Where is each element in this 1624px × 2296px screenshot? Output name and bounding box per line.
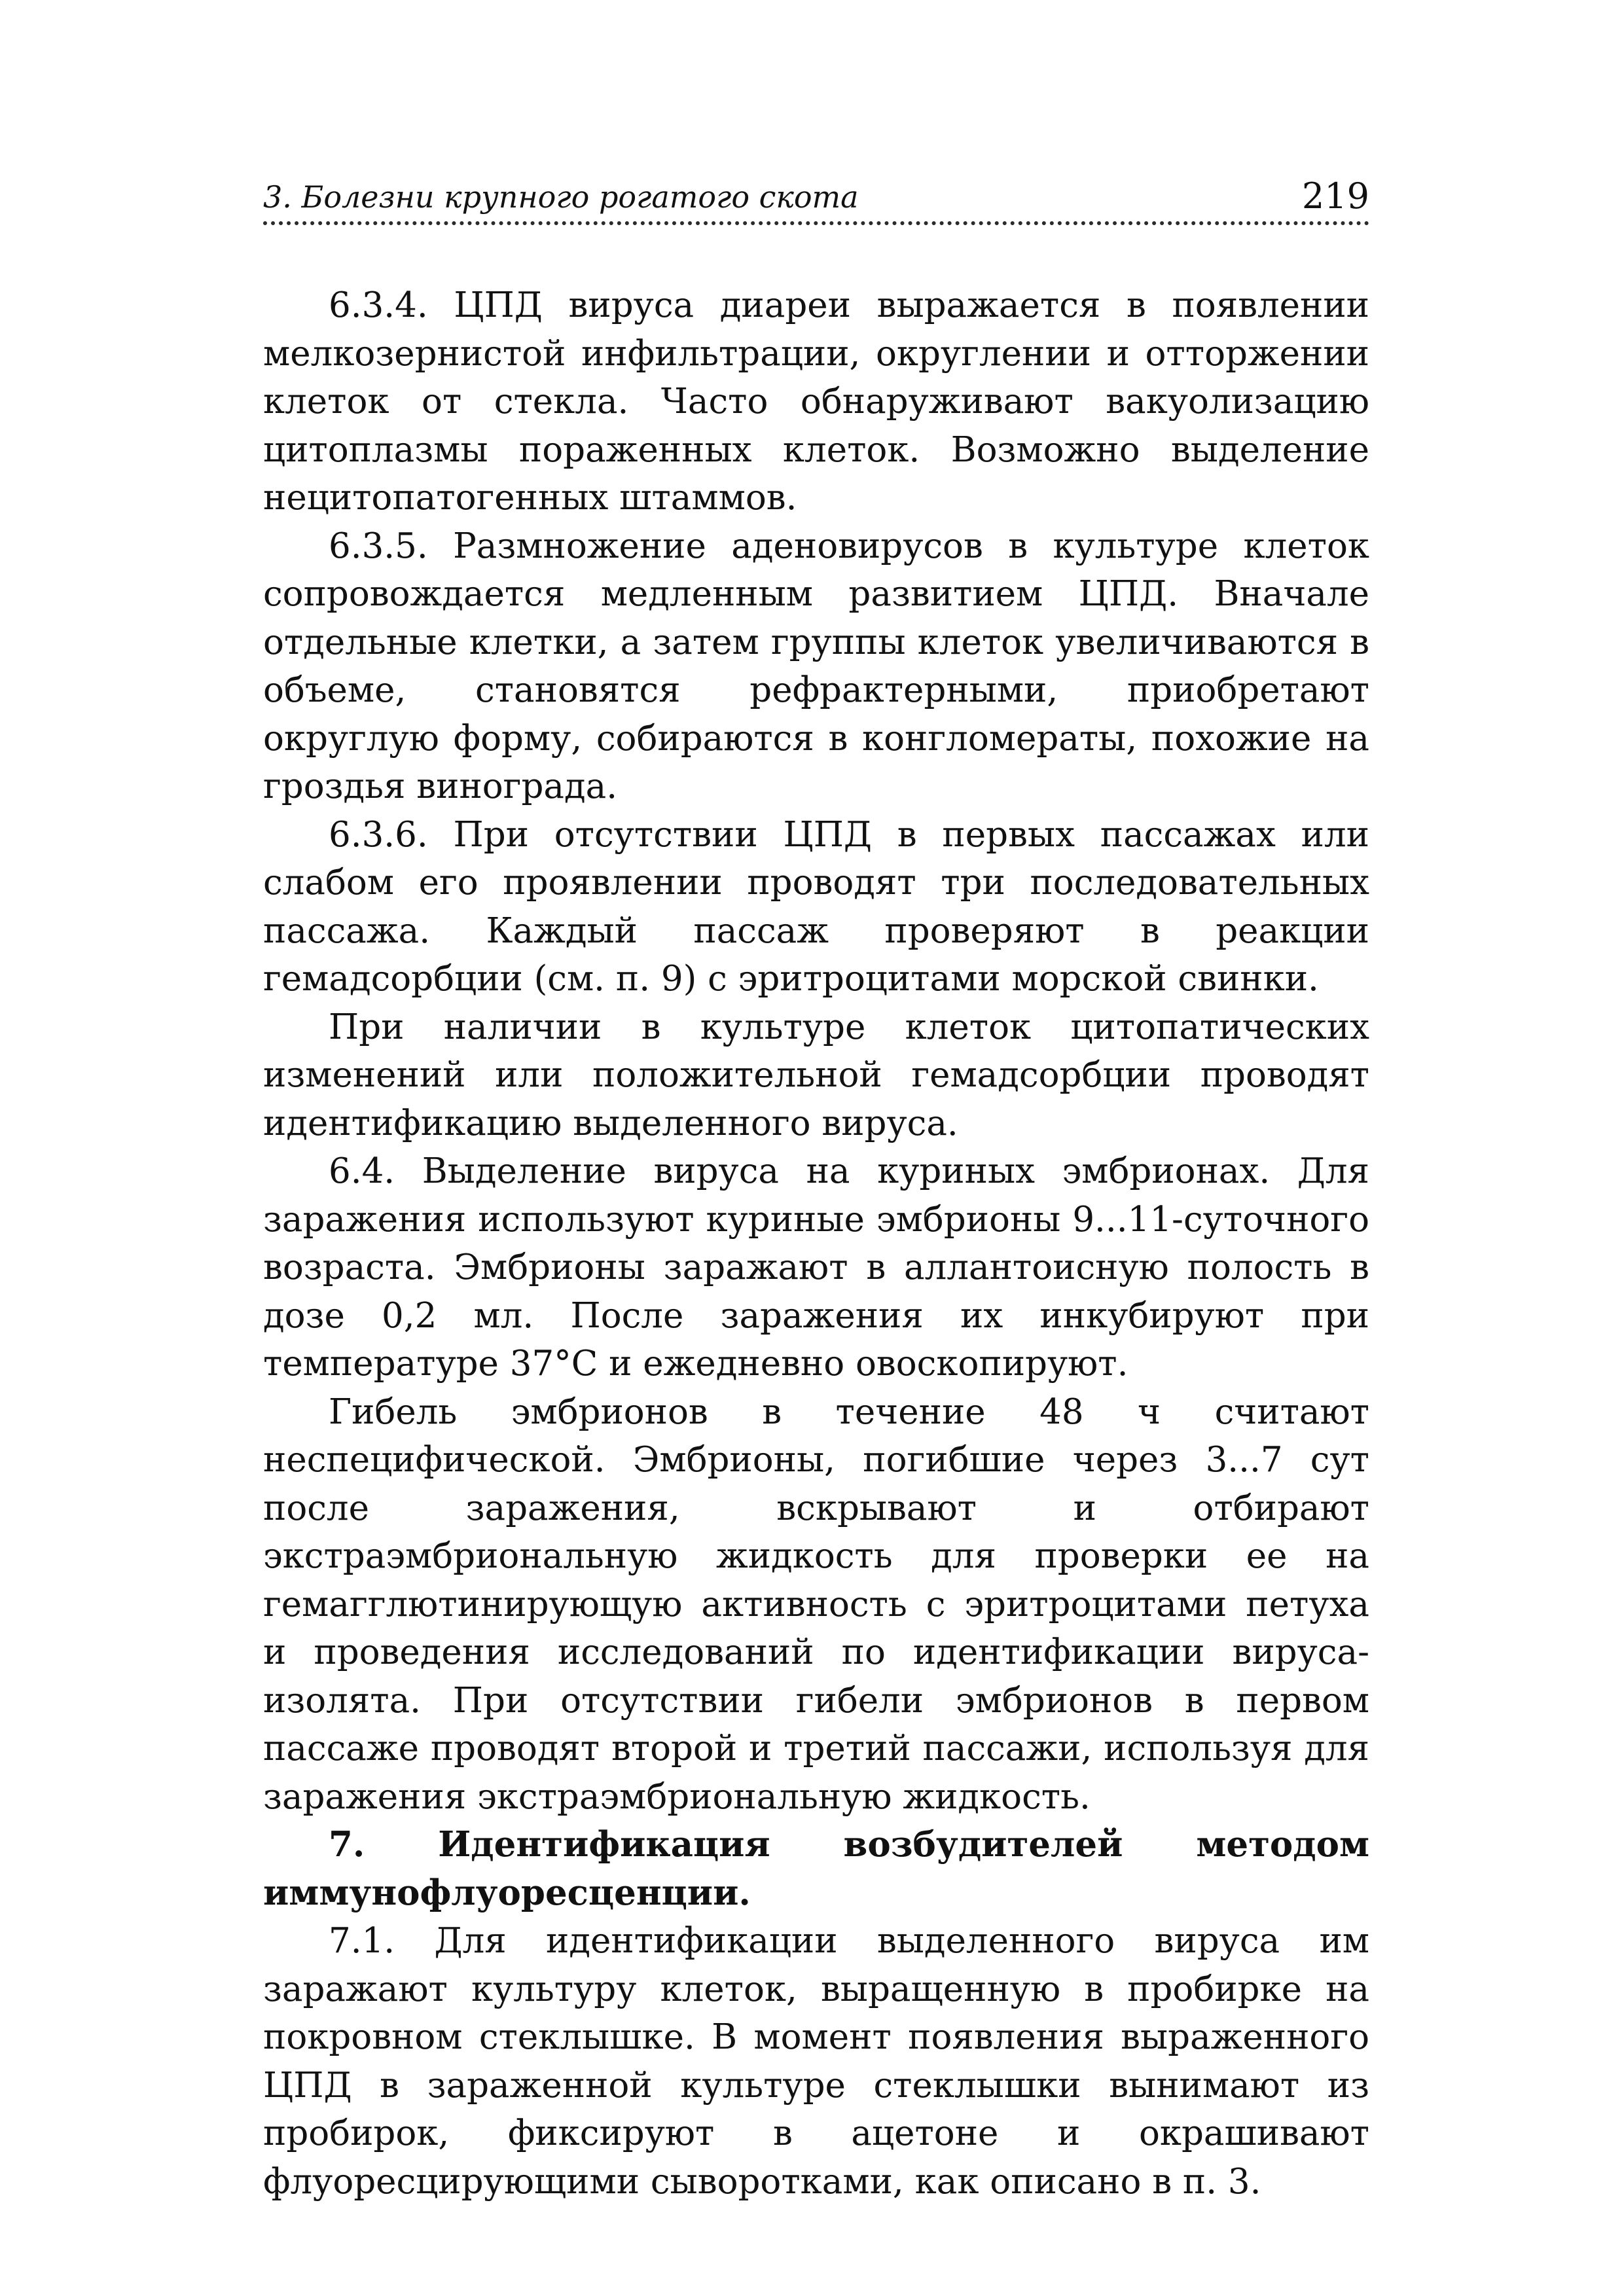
paragraph-6-3-5: 6.3.5. Размножение аденовирусов в культуре клеток сопровождается медленным развитием ЦПД. Вначале отдельные клетки, а затем группы клеток увеличиваются в объеме, становятся рефрактерными, приобретают округлую форму, собираются в конгломераты, похожие на гроздья винограда. bbox=[263, 526, 1369, 806]
running-header bbox=[263, 175, 1369, 230]
body-text bbox=[263, 281, 1369, 2206]
paragraph-7-1: 7.1. Для идентификации выделенного вируса им заражают культуру клеток, выращенную в пробирке на покровном стеклышке. В момент появления выраженного ЦПД в зараженной культуре стеклышки вынимают из пробирок, фиксируют в ацетоне и окрашивают флуоресцирующими сыворотками, как описано в п. 3. bbox=[263, 1921, 1369, 2202]
paragraph-6-3-4: 6.3.4. ЦПД вируса диареи выражается в появлении мелкозернистой инфильтрации, округлении и отторжении клеток от стекла. Часто обнаруживают вакуолизацию цитоплазмы пораженных клеток. Возможно выделение нецитопатогенных штаммов. bbox=[263, 285, 1369, 518]
section-heading-7: 7. Идентификация возбудителей методом иммунофлуоресценции. bbox=[263, 1824, 1369, 1913]
paragraph-identification-note: При наличии в культуре клеток цитопатических изменений или положительной гемадсорбции проводят идентификацию выделенного вируса. bbox=[263, 1007, 1369, 1143]
paragraph-6-4: 6.4. Выделение вируса на куриных эмбрионах. Для заражения используют куриные эмбрионы 9...11-суточного возраста. Эмбрионы заражают в аллантоисную полость в дозе 0,2 мл. После заражения их инкубируют при температуре 37°С и ежедневно овоскопируют. bbox=[263, 1151, 1369, 1384]
paragraph-embryo-death: Гибель эмбрионов в течение 48 ч считают неспецифической. Эмбрионы, погибшие через 3...7 сут после заражения, вскрывают и отбирают экстраэмбриональную жидкость для проверки ее на гемагглютинирующую активность с эритроцитами петуха и проведения исследований по идентификации вируса-изолята. При отсутствии гибели эмбрионов в первом пассаже проводят второй и третий пассажи, используя для заражения экстраэмбриональную жидкость. bbox=[263, 1391, 1369, 1817]
page-number: 219 bbox=[1301, 175, 1369, 217]
running-title: 3. Болезни крупного рогатого скота bbox=[263, 179, 859, 215]
paragraph-6-3-6: 6.3.6. При отсутствии ЦПД в первых пассажах или слабом его проявлении проводят три последовательных пассажа. Каждый пассаж проверяют в реакции гемадсорбции (см. п. 9) с эритроцитами морской свинки. bbox=[263, 814, 1369, 999]
header-rule bbox=[263, 221, 1369, 225]
